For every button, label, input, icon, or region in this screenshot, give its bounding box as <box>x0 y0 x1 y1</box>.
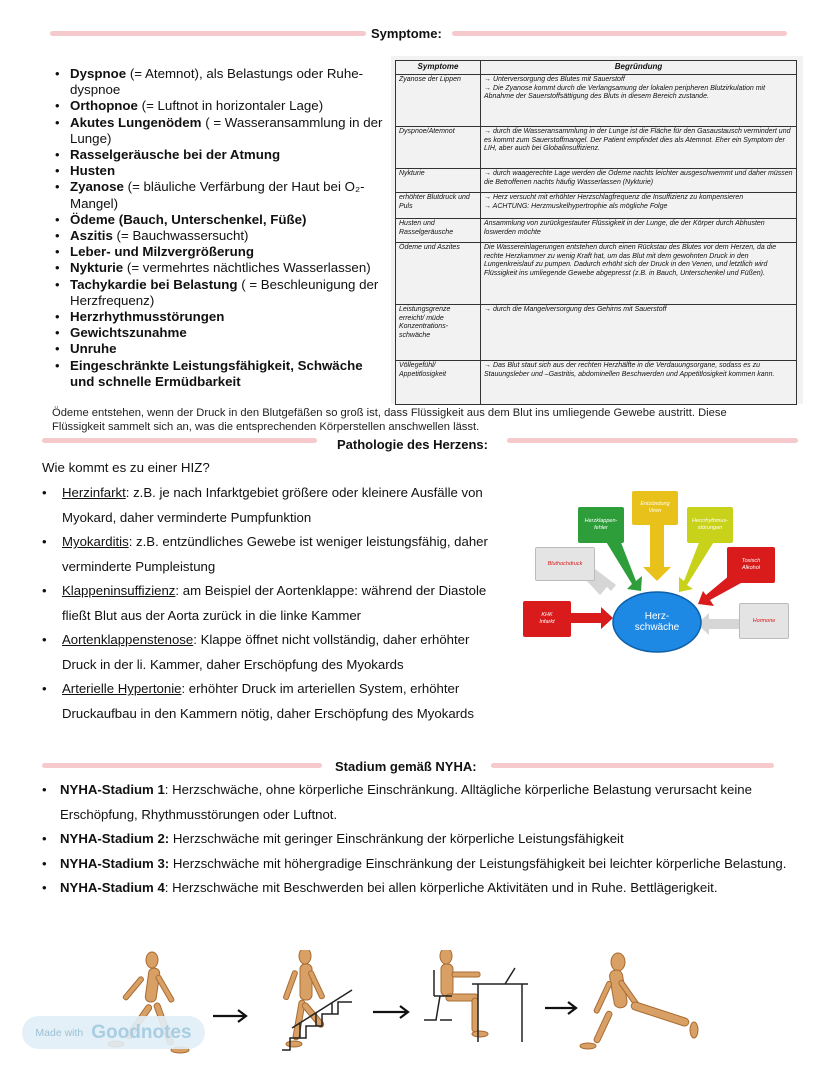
symptom-term: Tachykardie bei Belastung <box>70 276 238 292</box>
nyha-label: NYHA-Stadium 2: <box>60 831 170 846</box>
symptom-term: Aszitis <box>70 228 113 244</box>
symptom-item <box>50 147 385 163</box>
box-klappenfehler: Herzklappen- fehler <box>578 507 624 543</box>
symptom-detail: ( = Wasseransammlung in der Lunge) <box>70 114 383 146</box>
symptom-list <box>50 66 385 390</box>
symptom-term: Dyspnoe <box>70 66 127 81</box>
table-row <box>396 126 797 168</box>
hiz-cause-item <box>40 481 500 530</box>
section-title-nyha: Stadium gemäß NYHA: <box>335 759 477 774</box>
arrow-rhythmus <box>679 540 715 592</box>
symptom-table-scan <box>391 56 803 404</box>
table-cell-symptom: Dyspnoe/Atemnot <box>396 126 481 168</box>
nyha-text: Herzschwäche mit geringer Einschränkung der körperliche Leistungsfähigkeit <box>169 831 624 846</box>
symptom-item <box>50 325 385 341</box>
symptom-detail: (= Atemnot), als Belastungs oder Ruhe-dyspnoe <box>70 66 364 98</box>
nyha-text: : Herzschwäche mit Beschwerden bei allen körperliche Aktivitäten und in Ruhe. Bettlägerigkeit. <box>164 880 718 895</box>
hiz-cause-term: Myokarditis <box>62 534 129 549</box>
table-cell-symptom: Zyanose der Lippen <box>396 74 481 126</box>
symptom-item <box>50 260 385 276</box>
symptom-term: Unruhe <box>70 341 117 357</box>
hiz-cause-item <box>40 677 500 726</box>
symptom-detail: (= Bauchwassersucht) <box>112 228 249 244</box>
symptom-item <box>50 277 385 309</box>
table-row <box>396 168 797 192</box>
mannequin-stairs-icon <box>283 950 325 1047</box>
table-cell-symptom: Leistungsgrenze erreicht/ müde Konzentrations-schwäche <box>396 304 481 360</box>
box-entzuendung: Entzündung Viren <box>632 491 678 525</box>
symptom-detail: (= bläuliche Verfärbung der Haut bei O₂-Mangel) <box>70 179 365 211</box>
hiz-cause-text: : z.B. je nach Infarktgebiet größere oder kleinere Ausfälle von Myokard, daher verminderte Pumpfunktion <box>62 485 483 525</box>
table-cell-symptom: Nykturie <box>396 168 481 192</box>
table-header-symptom: Symptome <box>396 61 481 75</box>
hiz-cause-text: : erhöhter Druck im arteriellen System, erhöhter Druckaufbau in den Kammern nötig, daher Erschöpfung des Myokards <box>62 681 474 721</box>
symptom-item <box>50 341 385 357</box>
symptom-item <box>50 244 385 260</box>
herzschwaeche-diagram <box>515 485 815 655</box>
box-bluthochdruck: Bluthochdruck <box>535 547 595 581</box>
arrow-entzuendung <box>643 520 671 581</box>
table-row <box>396 74 797 126</box>
symptom-item <box>50 163 385 179</box>
table-row <box>396 218 797 242</box>
hiz-cause-term: Klappeninsuffizienz <box>62 583 176 598</box>
center-label: Herz- schwäche <box>634 611 680 633</box>
nyha-item <box>40 778 800 827</box>
oedem-explanation: Ödeme entstehen, wenn der Druck in den Blutgefäßen so groß ist, dass Flüssigkeit aus dem Blut ins umliegende Gewebe austritt. Diese Flüssigkeit sammelt sich an, was die entsprechenden Körperstellen anschwellen lässt. <box>52 407 727 433</box>
table-cell-reason: → Das Blut staut sich aus der rechten Herzhälfte in die Verdauungsorgane, sodass es zu Stauungsleber und –Gastritis, abdominellen Beschwerden und Appetitlosigkeit kommen kann. <box>481 360 797 404</box>
table-cell-symptom: Ödeme und Aszites <box>396 242 481 304</box>
box-toxisch: Toxisch Alkohol <box>727 547 775 583</box>
table-cell-reason: Die Wassereinlagerungen entstehen durch einen Rückstau des Blutes vor dem Herzen, da die rechte Herzkammer zu wenig Kraft hat, um das Blut mit dem gewohnten Druck in den Lungenkreislauf zu pumpen. Dadurch erhöht sich der Druck in den Venen, und letztlich wird Flüssigkeit ins umliegende Gewebe abgepresst (z.B. in Bauch, Unterschenkel und Füßen). <box>481 242 797 304</box>
symptom-term: Rasselgeräusche bei der Atmung <box>70 147 281 163</box>
title-underline-left <box>42 763 322 768</box>
symptom-table <box>395 60 797 405</box>
hiz-cause-item <box>40 530 500 579</box>
symptom-item <box>50 212 385 228</box>
hiz-cause-text: : z.B. entzündliches Gewebe ist weniger leistungsfähig, daher verminderte Pumpleistung <box>62 534 488 574</box>
mannequin-sitting-icon <box>440 950 488 1037</box>
nyha-label: NYHA-Stadium 3: <box>60 855 170 871</box>
table-cell-reason: → durch waagerechte Lage werden die Ödeme nachts leichter ausgeschwemmt und daher müssen die Betroffenen nachts häufig Wasserlassen (Nykturie) <box>481 168 797 192</box>
goodnotes-watermark <box>22 1016 205 1049</box>
mannequin-resting-icon <box>580 953 698 1049</box>
table-row <box>396 360 797 404</box>
box-khk: KHK Infarkt <box>523 601 571 637</box>
symptom-item <box>50 115 385 147</box>
symptom-item <box>50 228 385 244</box>
table-cell-reason: → Herz versucht mit erhöhter Herzschlagfrequenz die Insuffizienz zu kompensieren → ACHTUNG: Herzmuskelhypertrophie als mögliche Folge <box>481 192 797 218</box>
symptom-detail: (= vermehrtes nächtliches Wasserlassen) <box>123 260 371 276</box>
symptom-item <box>50 309 385 325</box>
table-cell-symptom: Völlegefühl/ Appetitlosigkeit <box>396 360 481 404</box>
symptom-term: Zyanose <box>70 179 124 195</box>
hiz-cause-item <box>40 628 500 677</box>
symptom-term: Nykturie <box>70 260 124 276</box>
symptom-item <box>50 358 385 390</box>
symptom-item <box>50 66 385 98</box>
hiz-cause-term: Arterielle Hypertonie <box>62 681 182 696</box>
table-row <box>396 304 797 360</box>
nyha-item <box>40 827 800 852</box>
title-underline-right <box>507 438 798 443</box>
box-hormone: Hormone <box>739 603 789 639</box>
section-title-symptome: Symptome: <box>371 26 442 41</box>
title-underline-left <box>42 438 317 443</box>
arrow-khk <box>570 607 613 629</box>
hiz-cause-text: : Klappe öffnet nicht vollständig, daher erhöhter Druck in der li. Kammer, daher Erschöpfung des Myokards <box>62 632 470 672</box>
symptom-term: Leber- und Milzvergrößerung <box>70 244 254 260</box>
section-title-pathologie: Pathologie des Herzens: <box>337 437 488 452</box>
watermark-made-with: Made with <box>35 1026 84 1039</box>
symptom-detail: ( = Beschleunigung der Herzfrequenz) <box>70 276 379 308</box>
table-header-reason: Begründung <box>481 61 797 75</box>
hiz-cause-term: Aortenklappenstenose <box>62 632 194 647</box>
symptom-term: Ödeme (Bauch, Unterschenkel, Füße) <box>70 211 307 227</box>
hiz-cause-text: : am Beispiel der Aortenklappe: während der Diastole fließt Blut aus der Aorta zurück in die linke Kammer <box>62 583 487 623</box>
table-cell-reason: → durch die Wasseransammlung in der Lunge ist die Fläche für den Gasaustausch vermindert und es kommt zum Sauerstoffmangel. Der Patient empfindet dies als Atemnot. Eher ein Symptom der LIH, aber auch bei Globalinsuffizienz. <box>481 126 797 168</box>
symptom-item <box>50 179 385 211</box>
symptom-item <box>50 98 385 114</box>
symptom-term: Husten <box>70 163 116 179</box>
hiz-cause-term: Herzinfarkt <box>62 485 126 500</box>
mannequin-sequence <box>0 950 828 1071</box>
nyha-label: NYHA-Stadium 1 <box>60 782 165 797</box>
table-row <box>396 242 797 304</box>
nyha-label: NYHA-Stadium 4 <box>60 880 165 895</box>
symptom-detail: (= Luftnot in horizontaler Lage) <box>137 98 324 114</box>
hiz-cause-item <box>40 579 500 628</box>
hiz-question: Wie kommt es zu einer HIZ? <box>42 460 210 475</box>
box-rhythmus: Herzrhythmus- störungen <box>687 507 733 543</box>
symptom-term: Orthopnoe <box>70 98 138 114</box>
title-underline-left <box>50 31 366 36</box>
title-underline-right <box>491 763 774 768</box>
table-cell-reason: Ansammlung von zurückgestauter Flüssigkeit in der Lunge, die der Körper durch Abhusten loswerden möchte <box>481 218 797 242</box>
arrow-hormone <box>697 613 740 635</box>
table-cell-reason: → durch die Mangelversorgung des Gehirns mit Sauerstoff <box>481 304 797 360</box>
table-cell-reason: → Unterversorgung des Blutes mit Sauerstoff → Die Zyanose kommt durch die Verlangsamung der lokalen peripheren Blutzirkulation mit Abnahme der Sauerstoffsättigung des Bluts in diesem Bereich zustande. <box>481 74 797 126</box>
symptom-term: Herzrhythmusstörungen <box>70 309 225 325</box>
table-cell-symptom: erhöhter Blutdruck und Puls <box>396 192 481 218</box>
nyha-text: Herzschwäche mit höhergradige Einschränkung der Leistungsfähigkeit bei leichter körperliche Belastung. <box>169 855 787 871</box>
nyha-text: : Herzschwäche, ohne körperliche Einschränkung. Alltägliche körperliche Belastung verursacht keine Erschöpfung, Rhythmusstörungen oder Luftnot. <box>60 782 752 822</box>
nyha-list <box>40 778 800 901</box>
table-row <box>396 192 797 218</box>
symptom-term: Akutes Lungenödem <box>70 114 202 130</box>
table-cell-symptom: Husten und Rasselgeräusche <box>396 218 481 242</box>
title-underline-right <box>452 31 787 36</box>
nyha-item <box>40 852 800 877</box>
symptom-term: Eingeschränkte Leistungsfähigkeit, Schwäche und schnelle Ermüdbarkeit <box>70 357 363 389</box>
watermark-brand: Goodnotes <box>91 1021 192 1043</box>
symptom-term: Gewichtszunahme <box>70 325 187 341</box>
hiz-cause-list <box>40 481 500 726</box>
nyha-item <box>40 876 800 901</box>
